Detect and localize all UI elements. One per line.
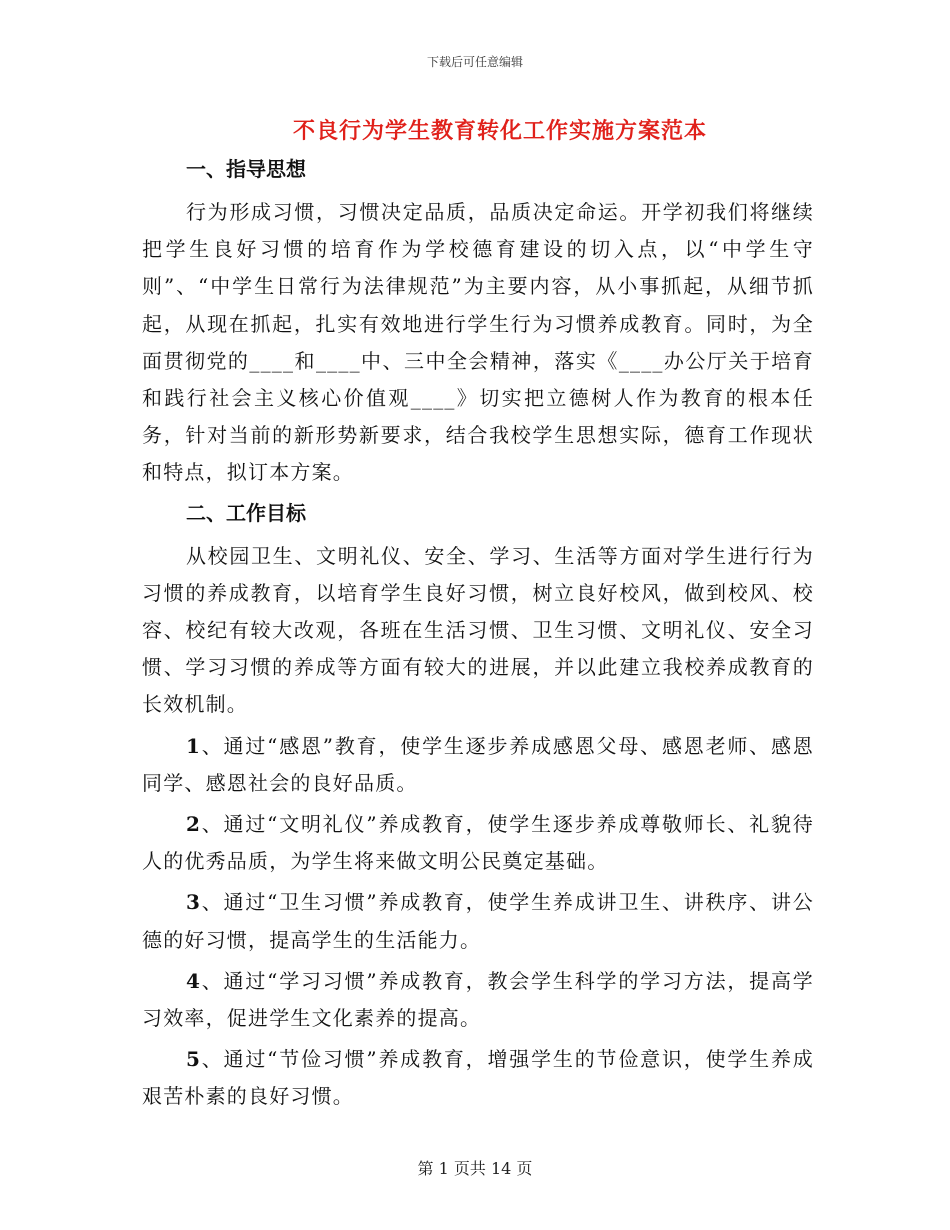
goal-item-number: 1	[186, 733, 202, 758]
goal-item-number: 5	[186, 1047, 202, 1072]
page-footer: 第 1 页共 14 页	[417, 1159, 533, 1178]
section-heading-work-goals: 二、工作目标	[186, 500, 306, 525]
goal-item-text: 、通过“卫生习惯”养成教育，使学生养成讲卫生、讲秩序、讲公德的好习惯，提高学生的生活能力。	[142, 890, 814, 952]
goal-item-number: 2	[186, 812, 202, 837]
section-heading-guiding-ideology: 一、指导思想	[186, 157, 306, 181]
goal-item-text: 、通过“节俭习惯”养成教育，增强学生的节俭意识，使学生养成艰苦朴素的良好习惯。	[142, 1047, 814, 1109]
goal-item	[142, 884, 814, 958]
goal-item	[142, 1041, 814, 1115]
section-paragraph-work-goals: 从校园卫生、文明礼仪、安全、学习、生活等方面对学生进行行为习惯的养成教育，以培育学生良好习惯，树立良好校风，做到校风、校容、校纪有较大改观，各班在生活习惯、卫生习惯、文明礼仪、安全习惯、学习习惯的养成等方面有较大的进展，并以此建立我校养成教育的长效机制。	[142, 543, 814, 717]
goal-item-number: 3	[186, 890, 202, 915]
goal-item	[142, 963, 814, 1037]
goal-item-text: 、通过“学习习惯”养成教育，教会学生科学的学习方法，提高学习效率，促进学生文化素养的提高。	[142, 968, 814, 1031]
goal-item-number: 4	[186, 968, 202, 993]
document-body	[142, 150, 814, 1118]
section-paragraph-guiding-ideology: 行为形成习惯，习惯决定品质，品质决定命运。开学初我们将继续把学生良好习惯的培育作为学校德育建设的切入点，以“中学生守则”、“中学生日常行为法律规范”为主要内容，从小事抓起，从细节抓起，从现在抓起，扎实有效地进行学生行为习惯养成教育。同时，为全面贯彻党的____和____中、三中全会精神，落实《____办公厅关于培育和践行社会主义核心价值观____》切实把立德树人作为教育的根本任务，针对当前的新形势新要求，结合我校学生思想实际，德育工作现状和特点，拟订本方案。	[142, 200, 814, 485]
document-title: 不良行为学生教育转化工作实施方案范本	[292, 118, 707, 144]
goal-item-text: 、通过“感恩”教育，使学生逐步养成感恩父母、感恩老师、感恩同学、感恩社会的良好品质。	[142, 733, 814, 795]
goal-item	[142, 806, 814, 880]
goal-item	[142, 728, 814, 802]
header-note: 下载后可任意编辑	[426, 55, 523, 69]
goal-item-text: 、通过“文明礼仪”养成教育，使学生逐步养成尊敬师长、礼貌待人的优秀品质，为学生将来做文明公民奠定基础。	[142, 812, 814, 874]
